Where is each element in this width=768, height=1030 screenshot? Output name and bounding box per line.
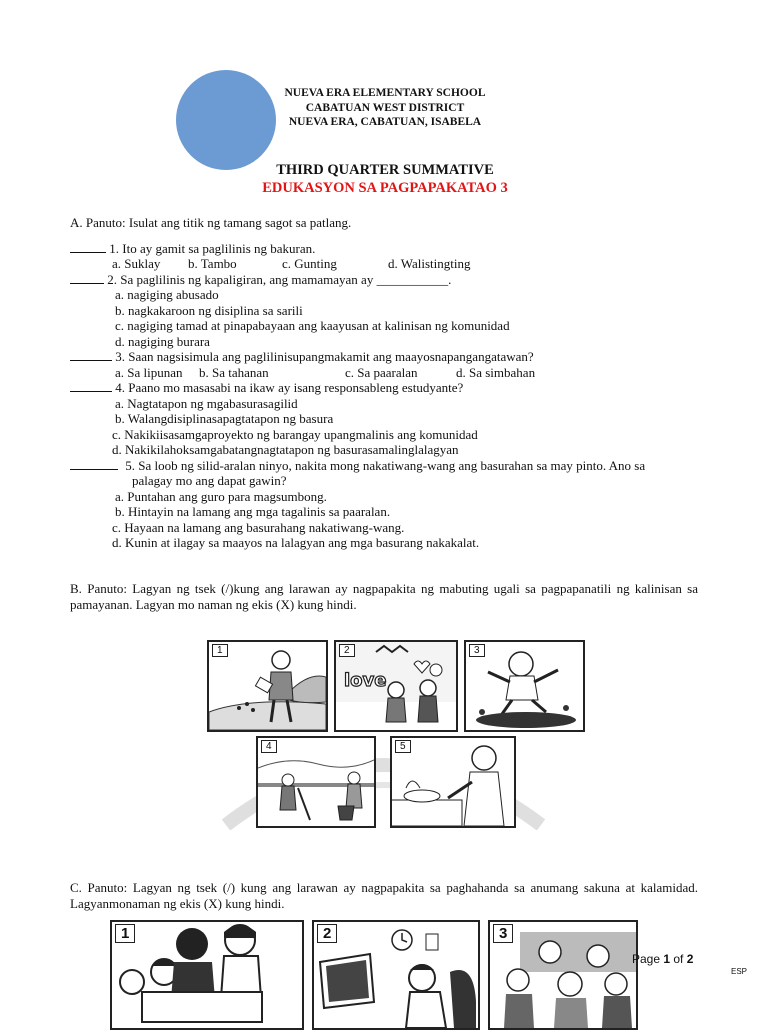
picture-number: 5 (395, 740, 411, 753)
part-b-instruction: B. Panuto: Lagyan ng tsek (/)kung ang larawan ay nagpapakita ng mabuting ugali sa pagpapanatili ng kalinisan sa pamayanan. Lagyan mo naman ng ekis (X) kung hindi. (70, 581, 698, 612)
question-5: 5. Sa loob ng silid-aralan ninyo, nakita mong nakatiwang-wang ang basurahan sa may pinto. Ano sa (70, 458, 698, 474)
option: a. Nagtatapon ng mgabasurasagilid (115, 395, 298, 411)
part-c-instruction: C. Panuto: Lagyan ng tsek (/) kung ang larawan ay nagpapakita sa paghahanda sa anumang sakuna at kalamidad. Lagyanmonaman ng ekis (X) kung hindi. (70, 880, 698, 911)
answer-blank[interactable] (70, 349, 112, 361)
option: a. Sa lipunan (115, 364, 183, 380)
option: b. Tambo (188, 256, 237, 271)
picture-number: 4 (261, 740, 277, 753)
part-a-instruction: A. Panuto: Isulat ang titik ng tamang sagot sa patlang. (70, 215, 352, 230)
school-name: NUEVA ERA ELEMENTARY SCHOOL (284, 87, 486, 99)
school-logo (176, 70, 276, 170)
page-total: 2 (686, 952, 694, 966)
picture-number: 1 (212, 644, 228, 657)
option: d. Walistingting (388, 256, 471, 271)
option: d. Kunin at ilagay sa maayos na lalagyan ang mga basurang nakakalat. (112, 535, 480, 550)
part-a (70, 215, 698, 551)
family-praying-icon (112, 922, 302, 1028)
school-district: CABATUAN WEST DISTRICT (305, 101, 465, 114)
picture-number: 3 (493, 924, 513, 943)
question-5-continued: palagay mo ang dapat gawin? (132, 473, 287, 488)
option: d. Nakikilahoksamgabatangnagtatapon ng basurasamalinglalagyan (112, 442, 459, 457)
option: b. Walangdisiplinasapagtatapon ng basura (115, 411, 334, 426)
option: b. Sa tahanan (199, 364, 269, 380)
option: a. nagiging abusado (115, 287, 219, 302)
option: c. Gunting (282, 256, 337, 271)
option: b. Hintayin na lamang ang mga tagalinis sa paaralan. (115, 504, 391, 519)
wall-graffiti-text: love (344, 670, 387, 691)
school-header (280, 86, 490, 130)
picture-b5 (390, 736, 516, 828)
picture-c2 (312, 920, 480, 1030)
school-address: NUEVA ERA, CABATUAN, ISABELA (288, 116, 482, 128)
question-2: 2. Sa paglilinis ng kapaligiran, ang mamamayan ay ___________. (70, 272, 698, 288)
picture-b4 (256, 736, 376, 828)
exam-title: THIRD QUARTER SUMMATIVE (276, 162, 494, 178)
option: c. nagiging tamad at pinapabayaan ang kaayusan at kalinisan ng komunidad (115, 318, 510, 333)
option: c. Sa paaralan (345, 364, 418, 380)
picture-b1 (207, 640, 328, 732)
option: b. nagkakaroon ng disiplina sa sarili (115, 302, 303, 318)
picture-number: 1 (115, 924, 135, 943)
exam-subject: EDUKASYON SA PAGPAPAKATAO 3 (262, 180, 508, 196)
question-1-options (112, 256, 698, 272)
option: d. nagiging burara (115, 333, 210, 349)
answer-blank[interactable] (70, 241, 106, 253)
question-3-options (115, 365, 698, 381)
picture-number: 3 (469, 644, 485, 657)
page-indicator: Page 1 of 2 (632, 952, 694, 966)
picture-c3 (488, 920, 638, 1030)
option: c. Nakikiisasamgaproyekto ng barangay upangmalinis ang komunidad (112, 426, 478, 442)
picture-number: 2 (317, 924, 337, 943)
answer-blank[interactable] (70, 458, 118, 470)
picture-b3 (464, 640, 585, 732)
picture-c1 (110, 920, 304, 1030)
question-4: 4. Paano mo masasabi na ikaw ay isang responsableng estudyante? (70, 380, 698, 396)
option: a. Suklay (112, 256, 161, 271)
picture-b2 (334, 640, 458, 732)
question-3: 3. Saan nagsisimula ang paglilinisupangmakamit ang maayosnapangangatawan? (70, 349, 698, 365)
subject-code: ESP (731, 967, 748, 976)
picture-number: 2 (339, 644, 355, 657)
answer-blank[interactable] (70, 272, 104, 284)
option: c. Hayaan na lamang ang basurahang nakatiwang-wang. (112, 519, 405, 535)
child-watching-tv-icon (314, 922, 478, 1028)
page-number: 1 (663, 952, 671, 966)
option: a. Puntahan ang guro para magsumbong. (115, 488, 327, 504)
answer-blank[interactable] (70, 380, 112, 392)
option: d. Sa simbahan (456, 364, 536, 380)
question-1: 1. Ito ay gamit sa paglilinis ng bakuran. (70, 241, 698, 257)
